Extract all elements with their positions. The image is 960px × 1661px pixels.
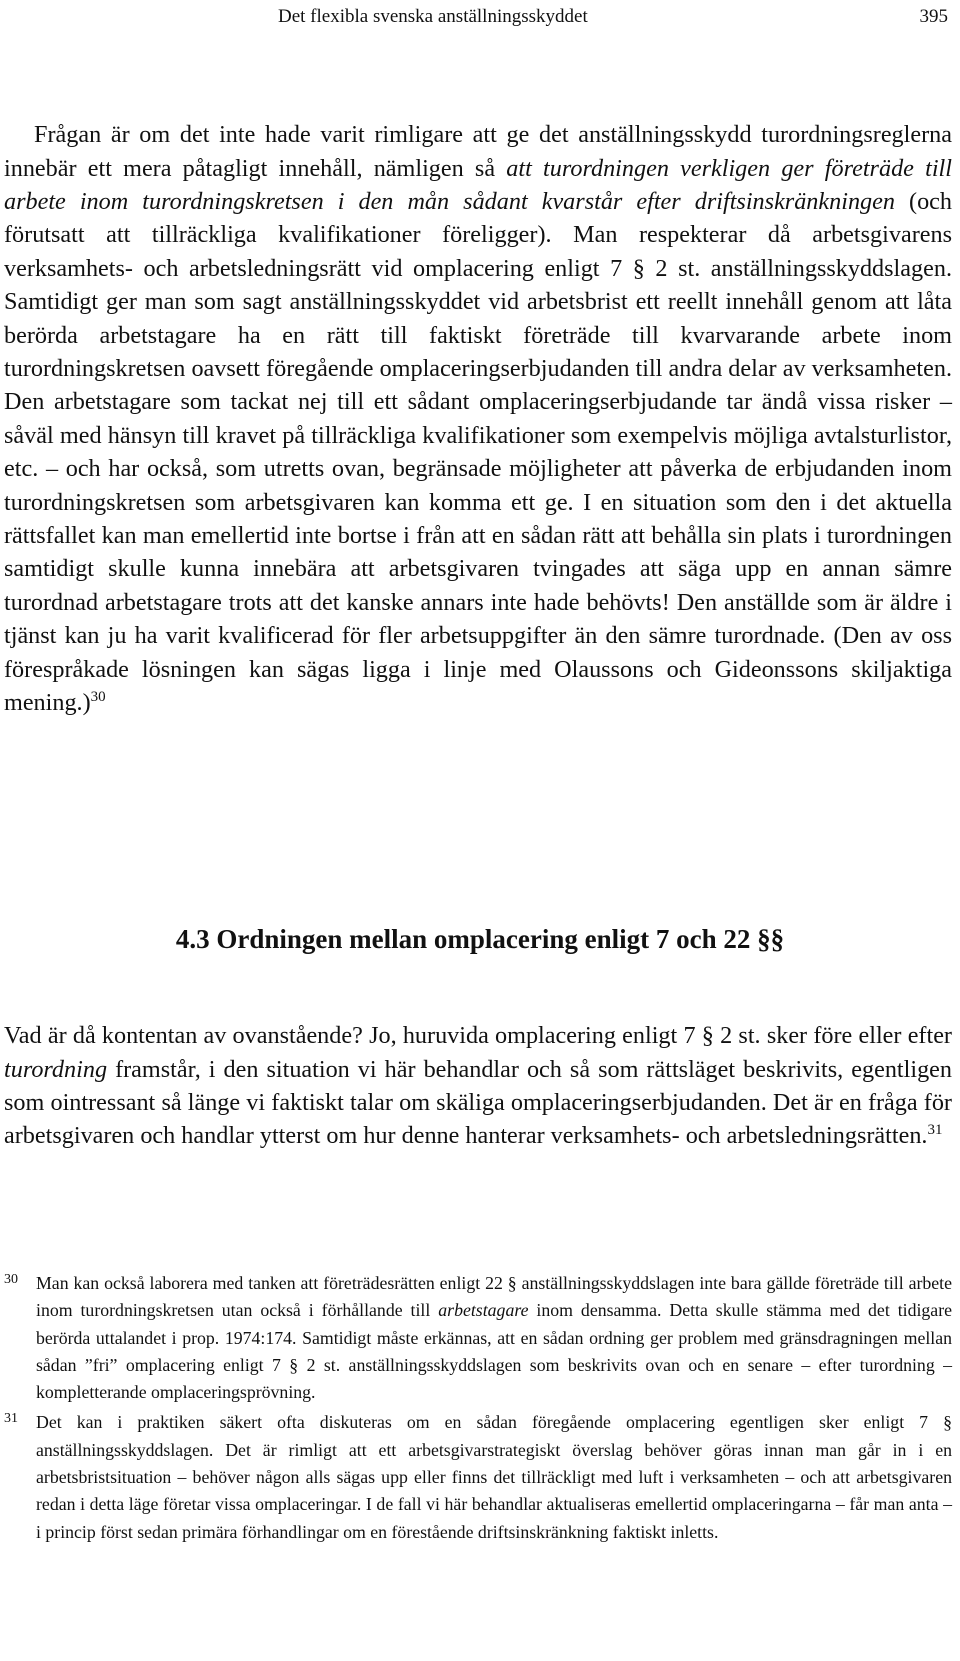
footnote-30-text-b: inom densamma. Detta skulle stämma med det tidigare berörda uttalandet i prop. 1974:174. Samtidigt måste erkännas, att en sådan ordning ger problem med gränsdragningen mellan sådan ”fri” omplacering enligt 7 § 2 st. anställningsskyddslagen som beskrivits ovan och en senare – efter turordning – kompletterande omplaceringsprövning.: [36, 1300, 953, 1403]
section-heading: 4.3 Ordningen mellan omplacering enligt 7 och 22 §§: [175, 924, 785, 954]
footnote-reference-31[interactable]: 31: [927, 1122, 943, 1139]
paragraph-2-text-a: Vad är då kontentan av ovanstående? Jo, huruvida omplacering enligt 7 § 2 st. sker före eller efter: [4, 1022, 952, 1050]
running-title: Det flexibla svenska anställningsskyddet: [278, 6, 588, 27]
footnote-31: [4, 1409, 952, 1545]
paragraph-1-text-a: Frågan är om det inte hade varit rimligare att ge det anställningsskydd turordningsreglerna innebär ett mera påtagligt innehåll, nämligen så: [4, 121, 952, 182]
footnotes-section: [4, 1270, 952, 1546]
footnote-31-text: Det kan i praktiken säkert ofta diskuteras om en sådan föregående omplacering egentligen sker enligt 7 § anställningsskyddslagen. Det är rimligt att ett arbetsgivarstrategiskt överslag behöver göras innan man går in i en arbetsbristsituation – behöver någon alls sägas upp eller finns det tillräckligt med luft i verksamheten – och att arbetsgivaren redan i detta läge företar vissa omplaceringar. I de fall vi här behandlar aktualiseras emellertid omplaceringarna – får man anta – i princip först sedan primära förhandlingar om en förestående driftsinskränkning faktiskt inletts.: [36, 1412, 952, 1542]
page-number: 395: [919, 6, 948, 27]
paragraph-1-text-b: (och förutsatt att tillräckliga kvalifikationer föreligger). Man respekterar då arbetsgivarens verksamhets- och arbetsledningsrätt vid omplacering enligt 7 § 2 st. anställningsskyddslagen. Samtidigt ger man som sagt anställningsskyddet vid arbetsbrist ett reellt innehåll genom att låta berörda arbetstagare ha en rätt till faktiskt företräde till kvarvarande arbete inom turordningskretsen oavsett föregående omplaceringserbjudanden till andra delar av verksamheten. Den arbetstagare som tackat nej till ett sådant omplaceringserbjudande tar ändå vissa risker – såväl med hänsyn till kravet på tillräckliga kvalifikationer som exempelvis möjliga avtalsturlistor, etc. – och har också, som utretts ovan, begränsade möjligheter att påverka de erbjudanden inom turordningskretsen som arbetsgivaren kan komma ett ge. I en situation som den i det aktuella rättsfallet kan man emellertid inte bortse i från att en sådan rätt att behålla sin plats i turordningen samtidigt skulle kunna innebära att arbetsgivaren tvingades att säga upp en annan sämre turordnad arbetstagare trots att det kanske annars inte hade behövts! Den anställde som är äldre i tjänst kan ju ha varit kvalificerad för fler arbetsuppgifter än den sämre turordnade. (Den av oss förespråkade lösningen kan sägas ligga i linje med Olaussons och Gideonssons skiljaktiga mening.): [4, 188, 952, 717]
footnote-30-text-a: Man kan också laborera med tanken att företrädesrätten enligt 22 § anställningsskyddslagen inte bara gällde företräde till arbete inom turordningskretsen utan också i förhållande till: [36, 1273, 952, 1321]
body-paragraph-1: [4, 118, 952, 719]
footnote-number: 31: [4, 1411, 18, 1427]
footnote-30: [4, 1270, 952, 1406]
footnote-number: 30: [4, 1272, 18, 1287]
paragraph-1-emphasis: att turordningen verkligen ger företräde till arbete inom turordningskretsen i den mån sådant kvarstår efter driftsinskränkningen: [4, 154, 952, 215]
footnote-reference-30[interactable]: 30: [90, 689, 106, 706]
running-header: [0, 2, 960, 32]
paragraph-2-emphasis: turordning: [4, 1055, 108, 1083]
body-paragraph-2: [4, 1019, 952, 1153]
paragraph-2-text-b: framstår, i den situation vi här behandlar och så som rättsläget beskrivits, egentligen som ointressant så länge vi faktiskt talar om skäliga omplaceringserbjudanden. Det är en fråga för arbetsgivaren och handlar ytterst om hur denne hanterar verksamhets- och arbetsledningsrätten.: [4, 1055, 952, 1150]
footnote-30-emphasis: arbetstagare: [438, 1300, 529, 1321]
